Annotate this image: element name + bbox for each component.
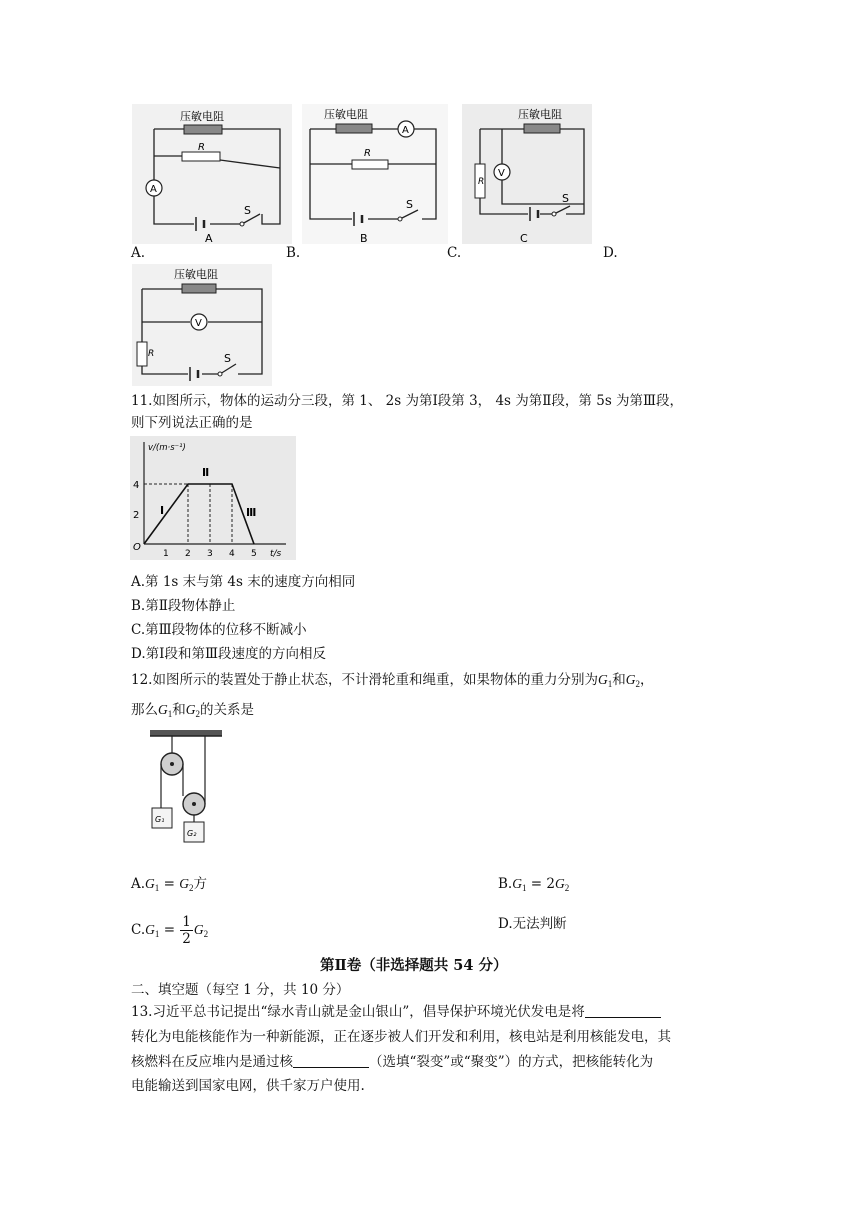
circuit-c-r-label: R — [478, 177, 485, 187]
q12-stem-line2 — [131, 700, 254, 724]
g2-symbol: $G_2$ — [193, 922, 209, 939]
g2-symbol: $G_2$ — [625, 672, 640, 689]
g1-symbol: $G_1$ — [597, 672, 613, 689]
equals: = — [163, 876, 175, 892]
circuit-b-top-label: 压敏电阻 — [324, 108, 368, 121]
circuit-a — [132, 104, 292, 244]
circuit-a-r-label: R — [198, 142, 205, 153]
equals: = — [530, 876, 543, 892]
g2-symbol: $G_2$ — [185, 702, 200, 719]
q13-text-3b: （选填“裂变”或“聚变”）的方式，把核能转化为 — [369, 1054, 654, 1070]
q12-then: 那么 — [131, 702, 158, 718]
q12-option-a-suffix: 方 — [193, 876, 207, 892]
q10-option-c[interactable]: C. — [447, 245, 462, 261]
q13-blank-2[interactable] — [293, 1053, 369, 1068]
q13-line3 — [131, 1052, 653, 1072]
circuit-a-caption: A — [205, 232, 213, 244]
x-axis-label: t/s — [270, 549, 282, 559]
q12-stem-text: 12.如图所示的装置处于静止状态，不计滑轮重和绳重，如果物体的重力分别为 — [131, 672, 598, 688]
q10-option-a[interactable]: A. — [131, 245, 146, 261]
g2-symbol: $G_2$ — [554, 876, 570, 893]
x-tick-2: 2 — [185, 549, 191, 559]
q12-and: 和 — [612, 672, 626, 688]
fraction-half: $\frac{1}{2}$ — [182, 914, 191, 947]
pulley-diagram — [142, 726, 226, 848]
circuit-c-top-label: 压敏电阻 — [518, 108, 562, 121]
q12-and: 和 — [172, 702, 186, 718]
circuit-b-caption: B — [360, 232, 368, 244]
q10-option-b[interactable]: B. — [286, 245, 301, 261]
g1-symbol: $G_1$ — [158, 702, 173, 719]
g2-symbol: $G_2$ — [179, 876, 194, 893]
q12-option-d[interactable]: D.无法判断 — [498, 916, 567, 932]
g1-symbol: $G_1$ — [512, 876, 527, 893]
segment-2-label: Ⅱ — [202, 466, 210, 479]
circuit-b — [302, 104, 448, 244]
segment-3-label: Ⅲ — [246, 506, 257, 519]
q13-line2: 转化为电能核能作为一种新能源，正在逐步被人们开发和利用，核电站是利用核能发电，其 — [131, 1029, 671, 1045]
y-tick-2: 2 — [133, 510, 140, 521]
coefficient: 2 — [546, 876, 555, 892]
q12-option-a[interactable] — [131, 874, 207, 898]
y-tick-4: 4 — [133, 480, 140, 491]
circuit-b-switch: S — [406, 198, 413, 211]
equals: = — [163, 922, 175, 938]
q12-option-c-letter: C. — [131, 922, 146, 938]
circuit-b-meter: A — [402, 125, 409, 136]
q12-stem-line1 — [131, 670, 653, 694]
pulley-g2-label: G₂ — [187, 829, 197, 838]
circuit-d-switch: S — [224, 352, 231, 365]
circuit-c-switch: S — [562, 192, 569, 205]
q11-option-a[interactable]: A.第 1s 末与第 4s 末的速度方向相同 — [131, 574, 356, 590]
q13-text-1: 13.习近平总书记提出“绿水青山就是金山银山”，倡导保护环境光伏发电是将 — [131, 1004, 585, 1020]
circuit-a-top-label: 压敏电阻 — [180, 110, 224, 123]
q12-option-b-letter: B. — [498, 876, 513, 892]
q13-text-3: 核燃料在反应堆内是通过核 — [131, 1054, 293, 1070]
origin-label: O — [133, 542, 141, 553]
x-tick-1: 1 — [163, 549, 169, 559]
g1-symbol: $G_1$ — [145, 876, 160, 893]
y-axis-label: v/(m·s⁻¹) — [148, 443, 186, 453]
q11-option-c[interactable]: C.第Ⅲ段物体的位移不断减小 — [131, 622, 307, 638]
q13-line4: 电能输送到国家电网，供千家万户使用. — [131, 1078, 365, 1094]
circuit-d-meter: V — [195, 318, 202, 329]
q12-comma: ， — [639, 672, 654, 688]
q11-stem-line2: 则下列说法正确的是 — [131, 415, 253, 431]
x-tick-3: 3 — [207, 549, 213, 559]
circuit-c-caption: C — [520, 232, 528, 244]
q10-option-d[interactable]: D. — [603, 245, 618, 261]
q12-option-c[interactable] — [131, 914, 208, 947]
q12-option-a-letter: A. — [131, 876, 146, 892]
circuit-c-meter: V — [498, 168, 505, 179]
circuit-a-switch: S — [244, 204, 251, 217]
q12-option-b[interactable] — [498, 874, 569, 898]
circuit-d — [132, 264, 272, 386]
segment-1-label: Ⅰ — [160, 504, 165, 517]
q11-stem-line1: 11.如图所示，物体的运动分三段，第 1、 2s 为第Ⅰ段第 3， 4s 为第Ⅱ段，第 5s 为第Ⅲ段， — [131, 393, 684, 409]
pulley-g1-label: G₁ — [155, 815, 165, 824]
x-tick-5: 5 — [251, 549, 257, 559]
circuit-a-meter: A — [150, 184, 157, 195]
vt-graph — [130, 436, 296, 560]
circuit-b-r-label: R — [364, 148, 371, 159]
q11-option-b[interactable]: B.第Ⅱ段物体静止 — [131, 598, 236, 614]
g1-symbol: $G_1$ — [145, 922, 160, 939]
q11-option-d[interactable]: D.第Ⅰ段和第Ⅲ段速度的方向相反 — [131, 646, 326, 662]
q13-blank-1[interactable] — [585, 1003, 661, 1018]
circuit-d-top-label: 压敏电阻 — [174, 268, 218, 281]
q12-relation: 的关系是 — [200, 702, 254, 718]
part2-heading: 第Ⅱ卷（非选择题共 54 分） — [320, 957, 508, 974]
circuit-c — [462, 104, 592, 244]
x-tick-4: 4 — [229, 549, 235, 559]
section-heading: 二、填空题（每空 1 分，共 10 分） — [131, 982, 350, 998]
q13-line1 — [131, 1002, 661, 1022]
circuit-d-r-label: R — [148, 349, 155, 359]
